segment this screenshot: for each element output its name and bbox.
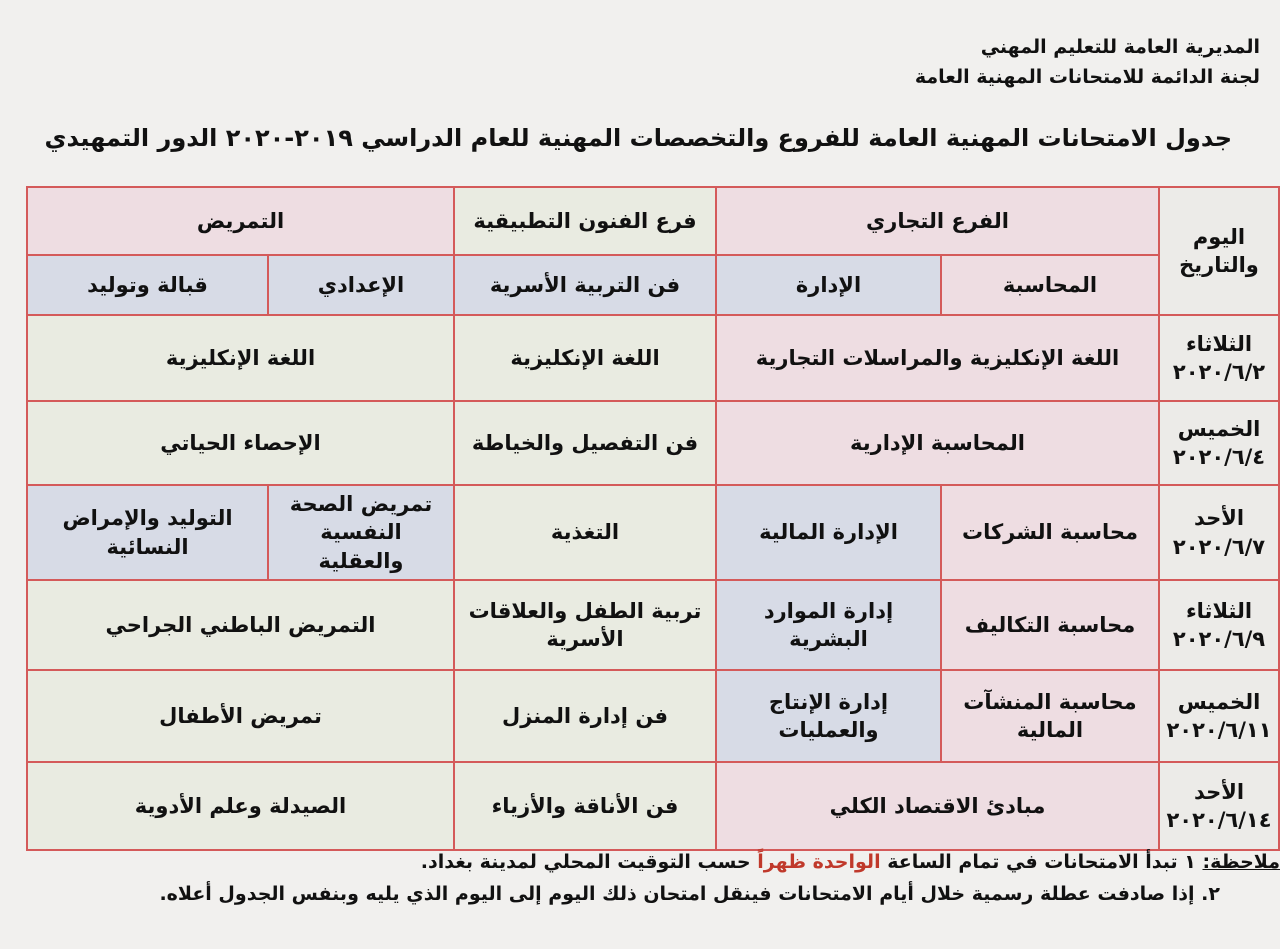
nursing-exam-cell: التمريض الباطني الجراحي bbox=[27, 580, 454, 670]
applied-arts-branch-header: فرع الفنون التطبيقية bbox=[454, 187, 716, 255]
day-date-header: اليوم والتاريخ bbox=[1159, 187, 1279, 315]
arts-exam-cell: اللغة الإنكليزية bbox=[454, 315, 716, 401]
note-1-end: حسب التوقيت المحلي لمدينة بغداد. bbox=[420, 851, 751, 873]
branch-header-row bbox=[27, 187, 1279, 255]
day-cell: الأحد ٢٠٢٠/٦/٧ bbox=[1159, 485, 1279, 580]
note-1-highlight: الواحدة ظهراً bbox=[757, 851, 881, 873]
table-row bbox=[27, 762, 1279, 850]
note-line-1 bbox=[40, 846, 1280, 878]
table-row bbox=[27, 670, 1279, 762]
preparatory-exam-cell: تمريض الصحة النفسية والعقلية bbox=[268, 485, 454, 580]
management-exam-cell: إدارة الموارد البشرية bbox=[716, 580, 941, 670]
day-cell: الخميس ٢٠٢٠/٦/٤ bbox=[1159, 401, 1279, 485]
management-header: الإدارة bbox=[716, 255, 941, 315]
arts-exam-cell: فن الأناقة والأزياء bbox=[454, 762, 716, 850]
committee-name: لجنة الدائمة للامتحانات المهنية العامة bbox=[914, 66, 1260, 88]
page-title: جدول الامتحانات المهنية العامة للفروع والتخصصات المهنية للعام الدراسي ٢٠١٩-٢٠٢٠ الدور التمهيدي bbox=[44, 124, 1232, 152]
management-exam-cell: إدارة الإنتاج والعمليات bbox=[716, 670, 941, 762]
table-row bbox=[27, 315, 1279, 401]
note-line-2: ٢. إذا صادفت عطلة رسمية خلال أيام الامتحانات فينقل امتحان ذلك اليوم إلى اليوم الذي يليه وبنفس الجدول أعلاه. bbox=[159, 883, 1220, 905]
midwifery-header: قبالة وتوليد bbox=[27, 255, 268, 315]
accounting-exam-cell: محاسبة التكاليف bbox=[941, 580, 1159, 670]
table-row bbox=[27, 401, 1279, 485]
table-row bbox=[27, 580, 1279, 670]
day-cell: الثلاثاء ٢٠٢٠/٦/٢ bbox=[1159, 315, 1279, 401]
nursing-exam-cell: الإحصاء الحياتي bbox=[27, 401, 454, 485]
exam-schedule-table bbox=[26, 186, 1280, 851]
day-cell: الثلاثاء ٢٠٢٠/٦/٩ bbox=[1159, 580, 1279, 670]
nursing-branch-header: التمريض bbox=[27, 187, 454, 255]
management-exam-cell: الإدارة المالية bbox=[716, 485, 941, 580]
note-1-start: ١ تبدأ الامتحانات في تمام الساعة bbox=[887, 851, 1196, 873]
directorate-name: المديرية العامة للتعليم المهني bbox=[980, 36, 1260, 58]
notes-section bbox=[40, 846, 1280, 910]
day-cell: الخميس ٢٠٢٠/٦/١١ bbox=[1159, 670, 1279, 762]
document-header bbox=[915, 32, 1260, 92]
specialty-header-row bbox=[27, 255, 1279, 315]
arts-exam-cell: فن التفصيل والخياطة bbox=[454, 401, 716, 485]
commercial-branch-header: الفرع التجاري bbox=[716, 187, 1159, 255]
accounting-exam-cell: محاسبة الشركات bbox=[941, 485, 1159, 580]
commercial-exam-cell: اللغة الإنكليزية والمراسلات التجارية bbox=[716, 315, 1159, 401]
arts-exam-cell: التغذية bbox=[454, 485, 716, 580]
accounting-header: المحاسبة bbox=[941, 255, 1159, 315]
nursing-exam-cell: اللغة الإنكليزية bbox=[27, 315, 454, 401]
arts-exam-cell: تربية الطفل والعلاقات الأسرية bbox=[454, 580, 716, 670]
nursing-exam-cell: الصيدلة وعلم الأدوية bbox=[27, 762, 454, 850]
commercial-exam-cell: مبادئ الاقتصاد الكلي bbox=[716, 762, 1159, 850]
home-economics-header: فن التربية الأسرية bbox=[454, 255, 716, 315]
day-cell: الأحد ٢٠٢٠/٦/١٤ bbox=[1159, 762, 1279, 850]
midwifery-exam-cell: التوليد والإمراض النسائية bbox=[27, 485, 268, 580]
notes-label: ملاحظة: bbox=[1202, 851, 1280, 873]
preparatory-header: الإعدادي bbox=[268, 255, 454, 315]
table-row bbox=[27, 485, 1279, 580]
commercial-exam-cell: المحاسبة الإدارية bbox=[716, 401, 1159, 485]
arts-exam-cell: فن إدارة المنزل bbox=[454, 670, 716, 762]
nursing-exam-cell: تمريض الأطفال bbox=[27, 670, 454, 762]
accounting-exam-cell: محاسبة المنشآت المالية bbox=[941, 670, 1159, 762]
